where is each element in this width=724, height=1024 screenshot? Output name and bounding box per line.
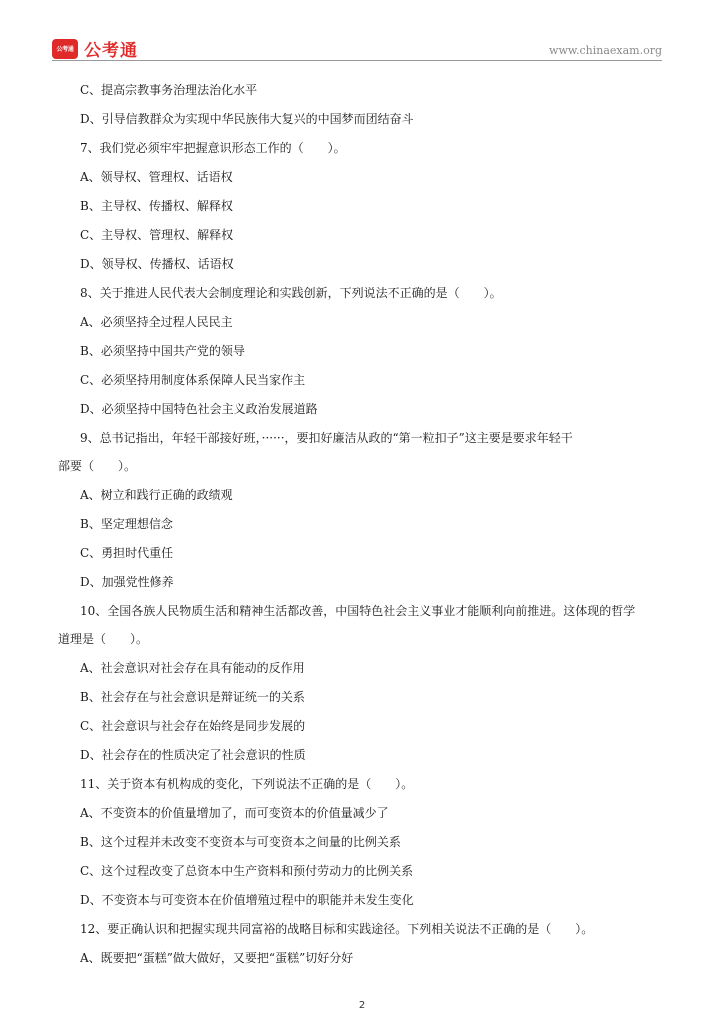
option-line: B、必须坚持中国共产党的领导 — [80, 344, 245, 358]
option-line: B、社会存在与社会意识是辩证统一的关系 — [80, 690, 305, 704]
option-line: A、既要把“蛋糕”做大做好，又要把“蛋糕”切好分好 — [80, 951, 354, 965]
option-line: C、社会意识与社会存在始终是同步发展的 — [80, 719, 306, 733]
option-line: B、坚定理想信念 — [80, 517, 173, 531]
question-line: 12、要正确认识和把握实现共同富裕的战略目标和实践途径。下列相关说法不正确的是（ ）。 — [80, 922, 594, 936]
option-line: B、这个过程并未改变不变资本与可变资本之间量的比例关系 — [80, 835, 401, 849]
question-line: 10、全国各族人民物质生活和精神生活都改善，中国特色社会主义事业才能顺利向前推进。这体现的哲学 — [80, 604, 636, 618]
page-header — [52, 30, 662, 62]
option-line: B、主导权、传播权、解释权 — [80, 199, 233, 213]
option-line: D、引导信教群众为实现中华民族伟大复兴的中国梦而团结奋斗 — [80, 112, 414, 126]
option-line: C、勇担时代重任 — [80, 546, 174, 560]
option-line: A、领导权、管理权、话语权 — [80, 170, 233, 184]
option-line: A、必须坚持全过程人民民主 — [80, 315, 233, 329]
option-line: D、社会存在的性质决定了社会意识的性质 — [80, 748, 306, 762]
logo-text: 公考通 — [84, 41, 138, 61]
question-line: 部要（ ）。 — [58, 459, 137, 473]
question-line: 道理是（ ）。 — [58, 632, 149, 646]
site-url: www.chinaexam.org — [549, 44, 662, 57]
question-line: 7、我们党必须牢牢把握意识形态工作的（ ）。 — [80, 141, 346, 155]
option-line: D、不变资本与可变资本在价值增殖过程中的职能并未发生变化 — [80, 893, 414, 907]
question-line: 8、关于推进人民代表大会制度理论和实践创新，下列说法不正确的是（ ）。 — [80, 286, 502, 300]
option-line: D、领导权、传播权、话语权 — [80, 257, 234, 271]
option-line: A、树立和践行正确的政绩观 — [80, 488, 233, 502]
option-line: C、主导权、管理权、解释权 — [80, 228, 234, 242]
question-line: 11、关于资本有机构成的变化，下列说法不正确的是（ ）。 — [80, 777, 414, 791]
option-line: D、必须坚持中国特色社会主义政治发展道路 — [80, 402, 318, 416]
option-line: C、这个过程改变了总资本中生产资料和预付劳动力的比例关系 — [80, 864, 414, 878]
logo[interactable] — [52, 36, 138, 61]
logo-badge: 公考通 — [52, 39, 78, 59]
option-line: C、必须坚持用制度体系保障人民当家作主 — [80, 373, 306, 387]
page-number: 2 — [358, 1000, 366, 1011]
option-line: C、提高宗教事务治理法治化水平 — [80, 83, 258, 97]
option-line: A、社会意识对社会存在具有能动的反作用 — [80, 661, 305, 675]
option-line: A、不变资本的价值量增加了，而可变资本的价值量减少了 — [80, 806, 389, 820]
question-line: 9、总书记指出，年轻干部接好班，······，要扣好廉洁从政的“第一粒扣子”这主要是要求年轻干 — [80, 431, 573, 445]
header-divider — [52, 60, 662, 61]
document-body — [58, 82, 680, 979]
option-line: D、加强党性修养 — [80, 575, 174, 589]
